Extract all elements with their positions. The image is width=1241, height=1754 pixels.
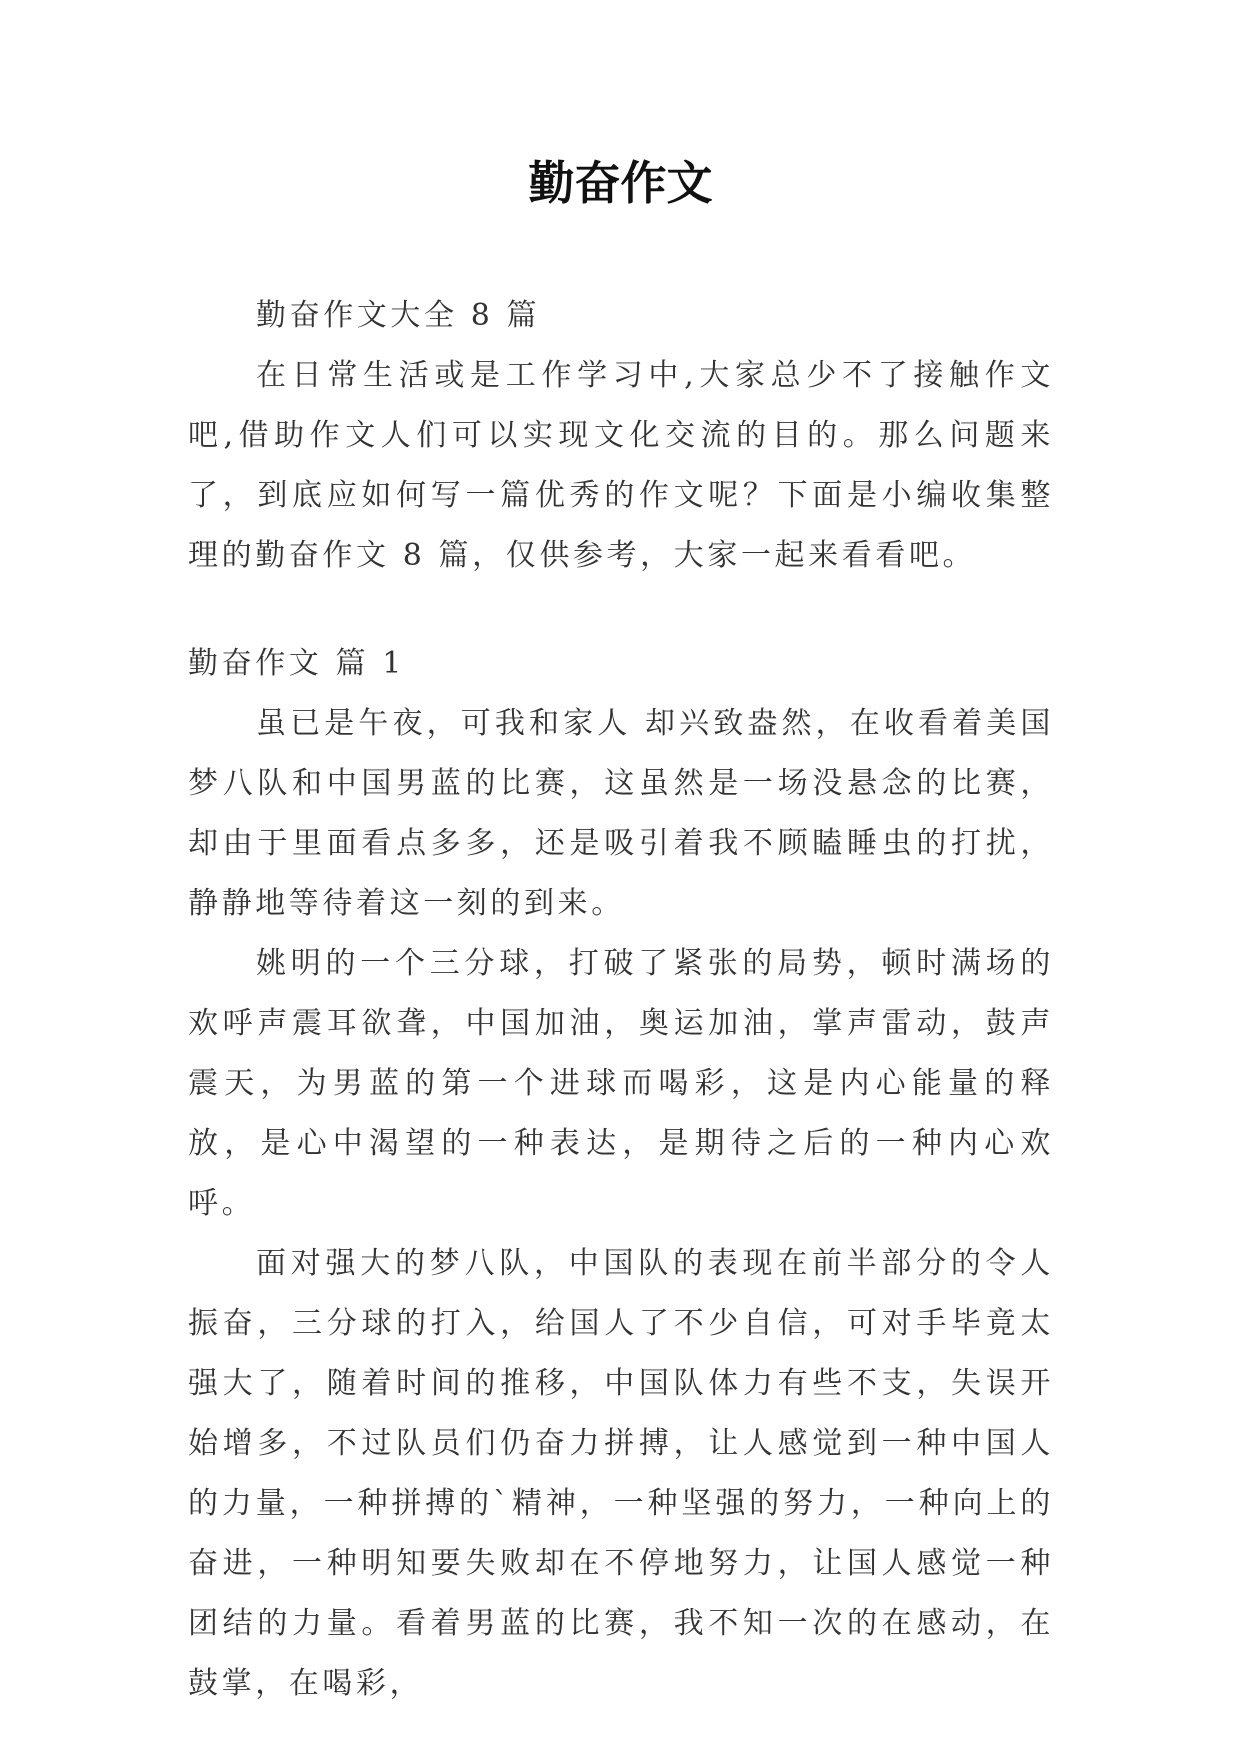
section-paragraph: 姚明的一个三分球，打破了紧张的局势，顿时满场的欢呼声震耳欲聋，中国加油，奥运加油，掌声雷动，鼓声震天，为男蓝的第一个进球而喝彩，这是内心能量的释放，是心中渴望的一种表达，是期待之后的一种内心欢呼。 <box>188 946 1054 1221</box>
section-heading: 勤奋作文 篇 1 <box>188 646 405 681</box>
section-paragraph: 虽已是午夜，可我和家人 却兴致盎然，在收看着美国梦八队和中国男蓝的比赛，这虽然是一场没悬念的比赛，却由于里面看点多多，还是吸引着我不顾瞌睡虫的打扰，静静地等待着这一刻的到来。 <box>188 706 1054 921</box>
section-paragraph: 面对强大的梦八队，中国队的表现在前半部分的令人振奋，三分球的打入，给国人了不少自信，可对手毕竟太强大了，随着时间的推移，中国队体力有些不支，失误开始增多，不过队员们仍奋力拼搏，让人感觉到一种中国人的力量，一种拼搏的`精神，一种坚强的努力，一种向上的奋进，一种明知要失败却在不停地努力，让国人感觉一种团结的力量。看着男蓝的比赛，我不知一次的在感动，在鼓掌，在喝彩， <box>188 1246 1054 1701</box>
document-title: 勤奋作文 <box>528 156 713 210</box>
intro-paragraph: 在日常生活或是工作学习中,大家总少不了接触作文吧,借助作文人们可以实现文化交流的目的。那么问题来了，到底应如何写一篇优秀的作文呢？下面是小编收集整理的勤奋作文 8 篇，仅供参考，大家一起来看看吧。 <box>188 358 1054 573</box>
intro-heading: 勤奋作文大全 8 篇 <box>256 298 541 333</box>
intro-section <box>188 286 1054 586</box>
essay-section-1 <box>188 634 1054 1714</box>
